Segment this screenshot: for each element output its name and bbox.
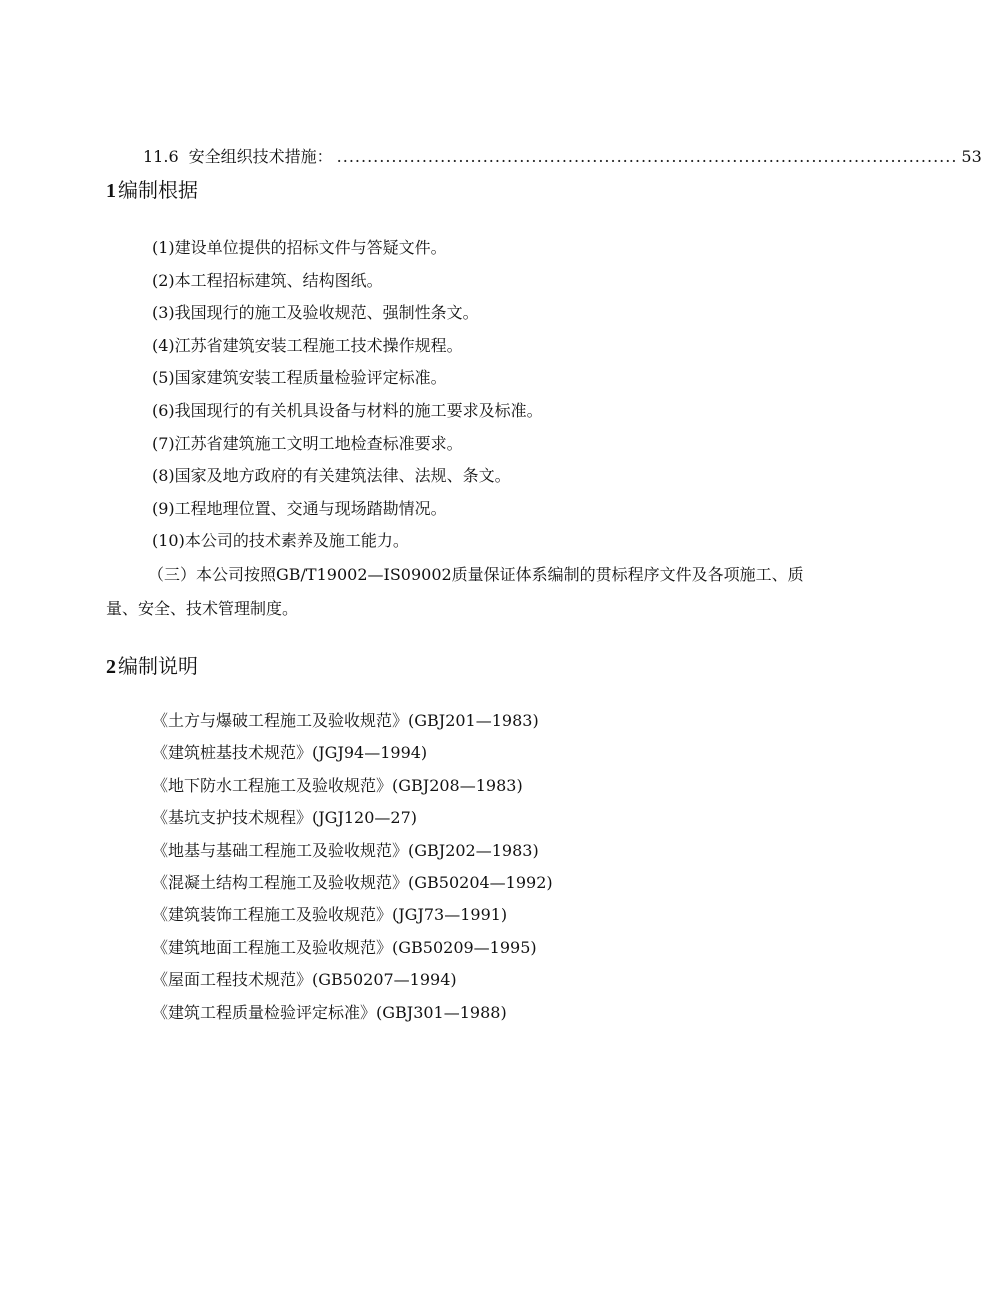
list-item: 《建筑地面工程施工及验收规范》(GB50209—1995) [152, 937, 537, 957]
list-item: (6)我国现行的有关机具设备与材料的施工要求及标准。 [152, 400, 543, 420]
toc-entry-page: 53 [961, 147, 982, 166]
toc-entry[interactable] [143, 145, 982, 169]
basis-list [152, 238, 543, 564]
section-2-heading [106, 652, 198, 681]
list-item: (4)江苏省建筑安装工程施工技术操作规程。 [152, 335, 463, 355]
toc-entry-number: 11.6 [143, 147, 179, 166]
list-item: 《混凝土结构工程施工及验收规范》(GB50204—1992) [152, 872, 553, 892]
list-item: 《土方与爆破工程施工及验收规范》(GBJ201—1983) [152, 711, 539, 730]
list-item: 《屋面工程技术规范》(GB50207—1994) [152, 970, 457, 990]
section-1-number: 1 [106, 180, 116, 202]
list-item: (7)江苏省建筑施工文明工地检查标准要求。 [152, 433, 463, 453]
quality-system-paragraph: （三）本公司按照GB/T19002—IS09002质量保证体系编制的贯标程序文件及各项施工、质量、安全、技术管理制度。 [106, 565, 804, 618]
list-item: 《建筑装饰工程施工及验收规范》(JGJ73—1991) [152, 905, 508, 925]
list-item: 《基坑支护技术规程》(JGJ120—27) [152, 808, 417, 828]
list-item: 《建筑工程质量检验评定标准》(GBJ301—1988) [152, 1002, 507, 1022]
list-item: 《地基与基础工程施工及验收规范》(GBJ202—1983) [152, 840, 539, 860]
list-item: (8)国家及地方政府的有关建筑法律、法规、条文。 [152, 466, 511, 486]
list-item: (10)本公司的技术素养及施工能力。 [152, 531, 409, 551]
standards-list [152, 711, 553, 1035]
list-item: (9)工程地理位置、交通与现场踏勘情况。 [152, 498, 447, 518]
list-item: (3)我国现行的施工及验收规范、强制性条文。 [152, 303, 479, 323]
section-1-title: 编制根据 [118, 178, 198, 202]
list-item: 《地下防水工程施工及验收规范》(GBJ208—1983) [152, 775, 523, 795]
section-1-heading [106, 176, 198, 205]
list-item: (5)国家建筑安装工程质量检验评定标准。 [152, 368, 447, 388]
toc-dot-leader: ...................................................................................................... [336, 147, 958, 166]
toc-entry-title: 安全组织技术措施： [188, 147, 333, 166]
list-item: 《建筑桩基技术规范》(JGJ94—1994) [152, 743, 428, 763]
section-2-title: 编制说明 [118, 654, 198, 678]
section-2-number: 2 [106, 656, 116, 678]
list-item: (2)本工程招标建筑、结构图纸。 [152, 270, 383, 290]
list-item: (1)建设单位提供的招标文件与答疑文件。 [152, 238, 447, 257]
